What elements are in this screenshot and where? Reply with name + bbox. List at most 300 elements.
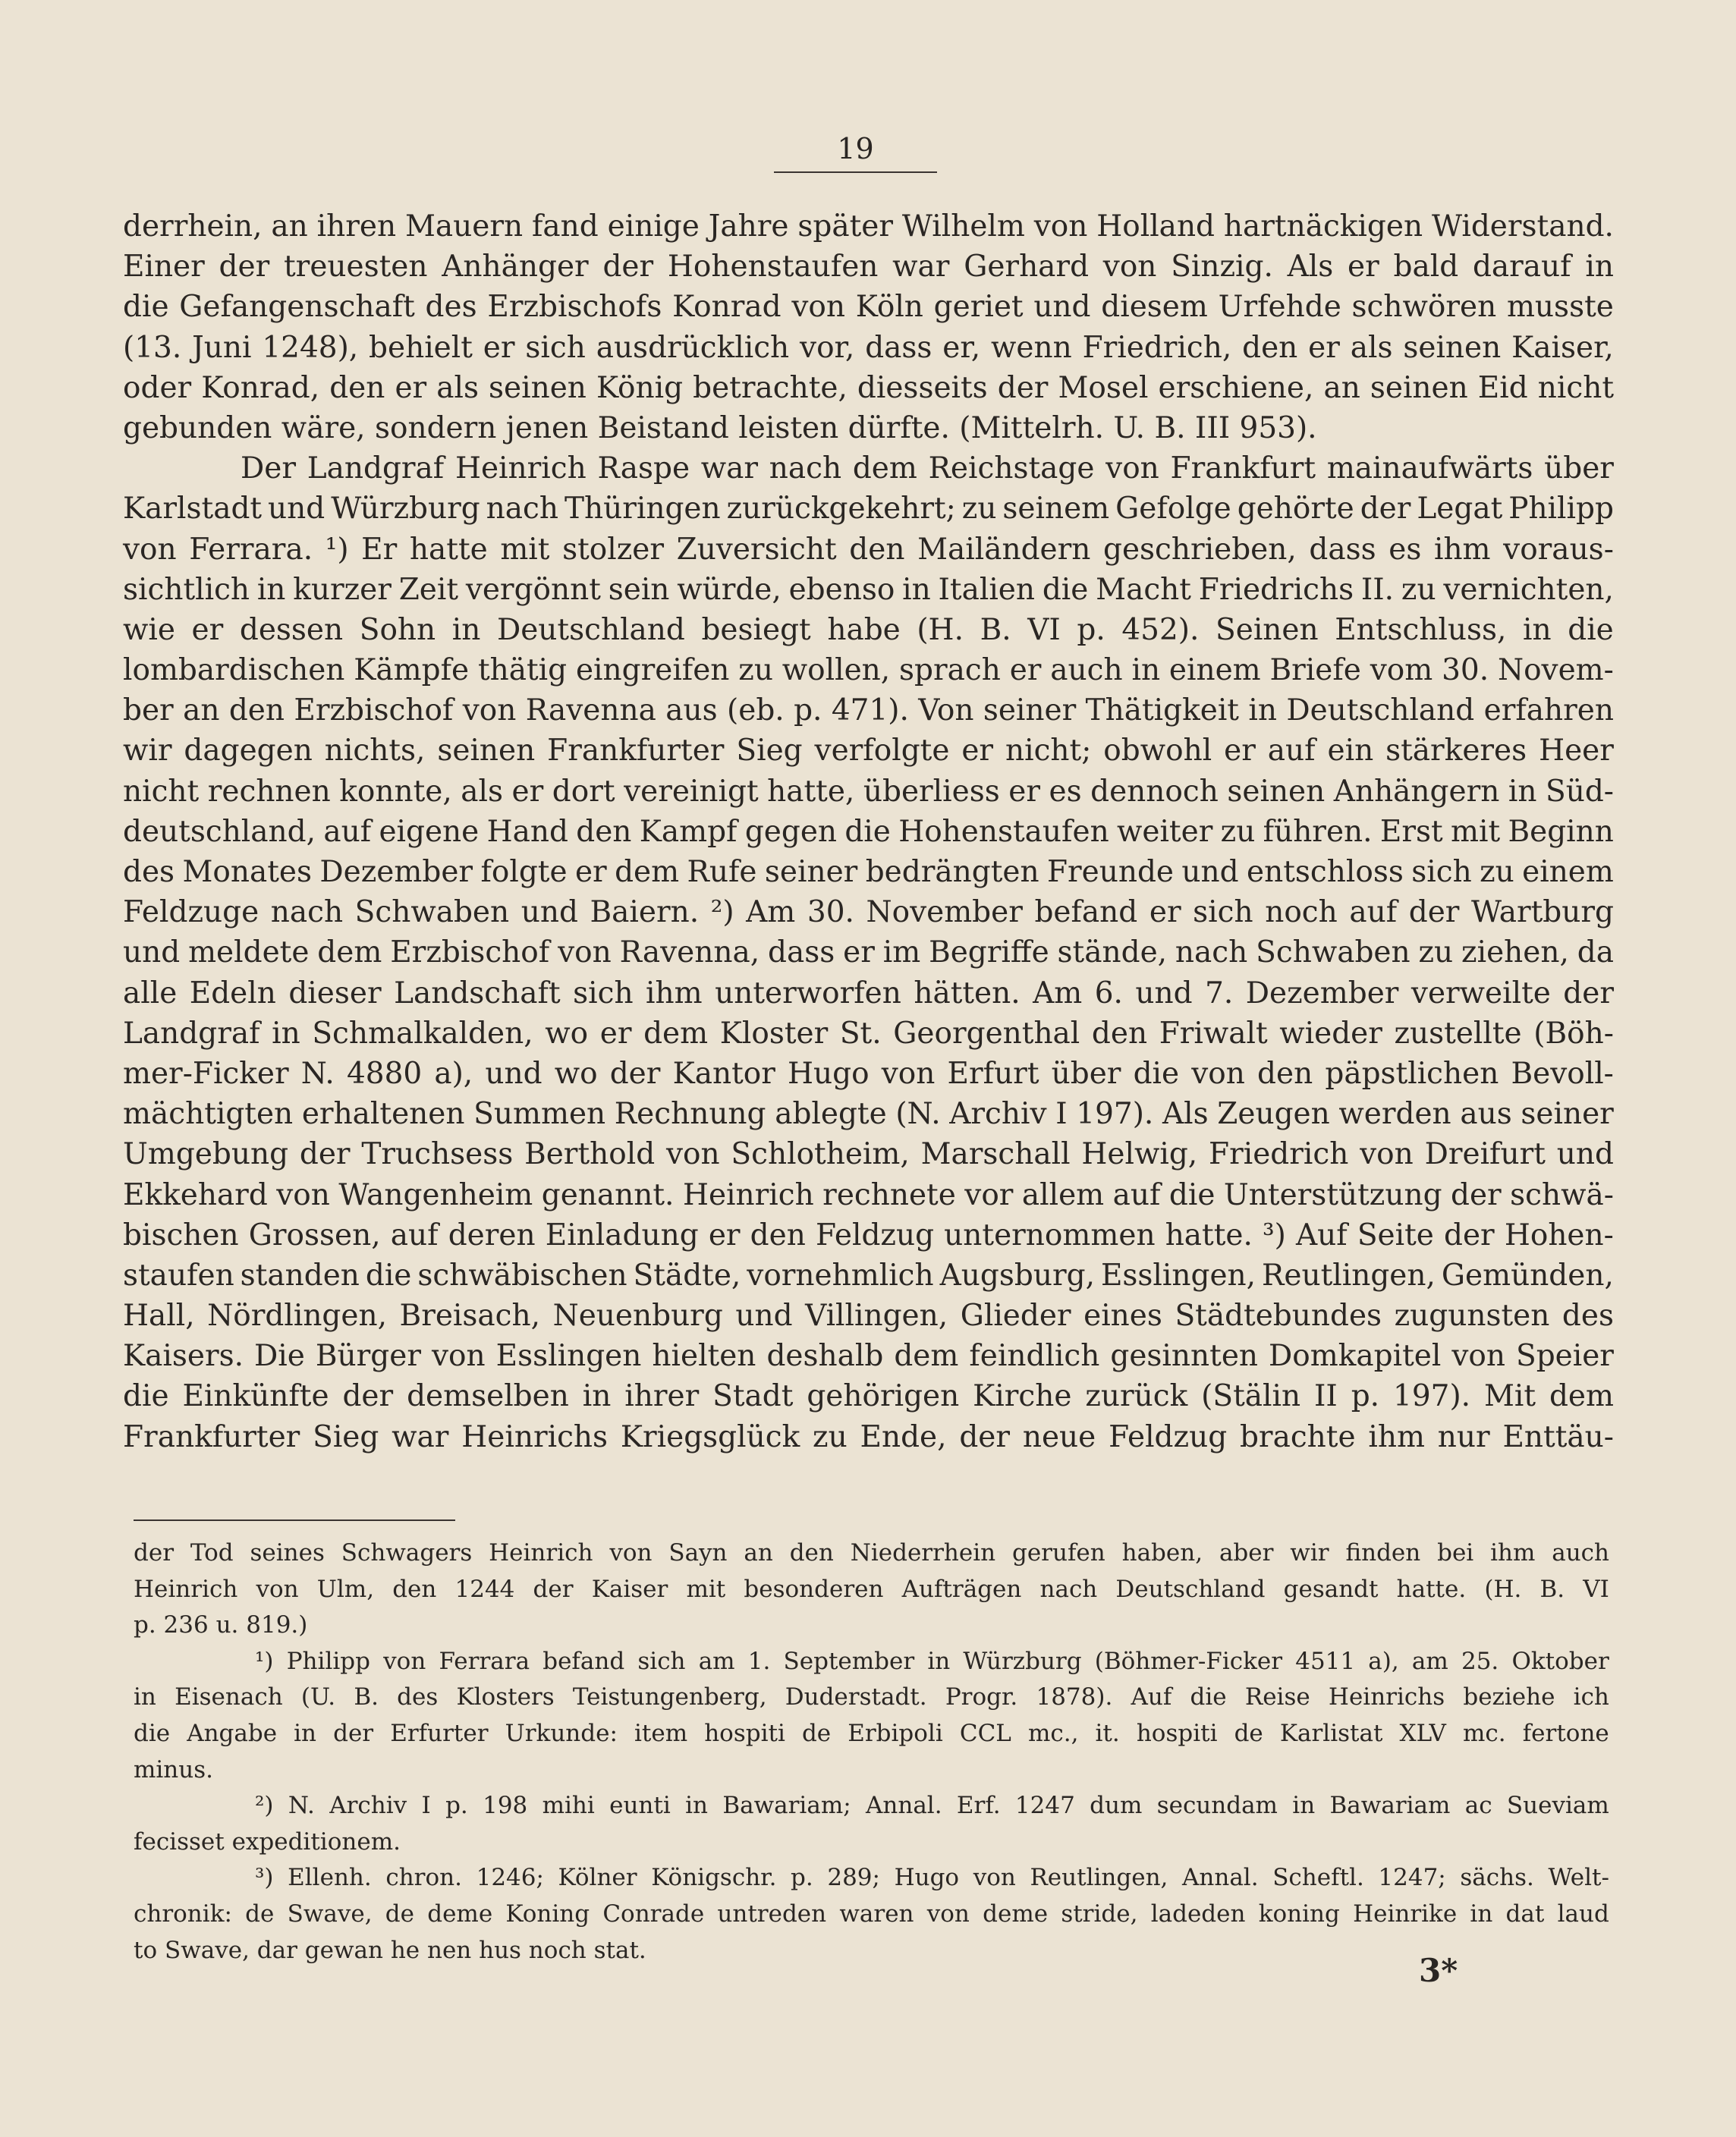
word: 1878). (1036, 1683, 1113, 1711)
word: Jahre (708, 209, 789, 244)
word: ¹) (255, 1647, 274, 1675)
word: Marschall (920, 1137, 1071, 1172)
word: Konrad, (201, 370, 320, 405)
word: überliess (863, 774, 1000, 809)
word: er (1008, 774, 1040, 809)
word: Er (361, 532, 398, 567)
word: stärkeres (1385, 734, 1527, 768)
word: nach (486, 492, 559, 526)
word: p. (445, 1792, 468, 1820)
word: in (272, 1016, 300, 1051)
word: bedrängten (865, 855, 1039, 889)
word: die (134, 1719, 171, 1747)
word: Widerstand. (1431, 209, 1614, 244)
word: an (744, 1539, 773, 1567)
word: verweilte (1410, 976, 1551, 1010)
word: einige (607, 209, 700, 244)
word: er (395, 370, 427, 405)
word: von (926, 1900, 970, 1928)
word: Mauern (404, 209, 524, 244)
word: bischen (123, 1218, 239, 1252)
word: Helwig, (1081, 1137, 1198, 1172)
word: der (1451, 1177, 1502, 1212)
word: seinen (489, 370, 587, 405)
word: vornehmlich (747, 1258, 934, 1293)
word: Einer (123, 250, 205, 284)
word: habe (827, 612, 901, 647)
word: Kirche (973, 1379, 1072, 1414)
word: Rufe (687, 855, 757, 889)
word: seinen (437, 734, 536, 768)
word: zu (1480, 855, 1514, 889)
word: vergönnt (465, 572, 601, 607)
word: Schwaben (1256, 935, 1410, 970)
word: Frankfurter (547, 734, 725, 768)
word: Summen (473, 1097, 606, 1132)
word: Heinrich (134, 1575, 238, 1603)
word: und (1033, 290, 1091, 325)
word: Georgenthal (893, 1016, 1080, 1051)
word: ¹) (325, 532, 349, 567)
word: stolzer (562, 532, 664, 567)
word: Entschluss, (1335, 612, 1507, 647)
word: dem (894, 1339, 959, 1374)
word: wenn (991, 330, 1072, 365)
word: dem (852, 451, 917, 486)
word: 289; (827, 1864, 880, 1892)
word: Teistungenberg, (572, 1683, 767, 1711)
word: Breisach, (399, 1299, 541, 1334)
word: Erfurt (947, 1056, 1039, 1091)
word: musste (1506, 290, 1614, 325)
main-line (123, 1054, 1614, 1094)
word: Hohenstaufen (898, 814, 1109, 849)
word: rechnen (207, 774, 331, 809)
word: ich (1573, 1683, 1609, 1711)
main-line (123, 1376, 1614, 1416)
word: dort (552, 774, 615, 809)
word: beziehe (1463, 1683, 1555, 1711)
footnote-line (134, 1716, 1609, 1752)
word: Villingen, (805, 1299, 948, 1334)
word: mächtigten (123, 1097, 294, 1132)
footnote-line (134, 1897, 1609, 1933)
word: Mailändern (917, 532, 1091, 567)
word: Köln (855, 290, 923, 325)
word: den (329, 370, 385, 405)
word: es (1049, 774, 1082, 809)
word: zugunsten (1394, 1299, 1550, 1334)
page-number: 19 (837, 132, 874, 165)
word: dem (615, 855, 680, 889)
word: den (1242, 330, 1298, 365)
word: sächs. (1460, 1864, 1534, 1892)
word: Koning (505, 1900, 590, 1928)
word: sich (525, 330, 586, 365)
word: Landgraf (123, 1016, 260, 1051)
word: von (256, 1575, 299, 1603)
word: (eb. (727, 693, 785, 728)
word: Raspe (597, 451, 690, 486)
word: eingreifen (575, 653, 730, 688)
word: Ferrara. (189, 532, 313, 567)
word: gerufen (1011, 1539, 1105, 1567)
word: Philipp (1508, 492, 1614, 526)
word: Dreifurt (1424, 1137, 1546, 1172)
word: und (268, 492, 326, 526)
word: führen. (1263, 814, 1373, 849)
word: gehörte (1237, 492, 1354, 526)
word: der (1408, 895, 1460, 930)
word: Progr. (945, 1683, 1018, 1711)
word: er (961, 734, 994, 768)
word: die (123, 290, 169, 325)
word: nicht (123, 774, 200, 809)
word: Landgraf (307, 451, 445, 486)
word: 471). (831, 693, 909, 728)
word: Ravenna, (619, 935, 760, 970)
word: Edeln (189, 976, 276, 1010)
word: würde, (677, 572, 782, 607)
word: ac (1464, 1792, 1492, 1820)
word: Freunde (1046, 855, 1175, 889)
word: Niederrhein (850, 1539, 996, 1567)
word: dat (1505, 1900, 1545, 1928)
word: Kampf (639, 814, 737, 849)
word: dessen (239, 612, 344, 647)
word: Einladung (545, 1218, 699, 1252)
word: der (342, 1379, 394, 1414)
word: mc. (1462, 1719, 1506, 1747)
word: Reichstage (928, 451, 1095, 486)
word: als (436, 370, 479, 405)
word: Truchsess (361, 1137, 514, 1172)
word: Feldzug (815, 1218, 935, 1252)
word: Wangenheim (338, 1177, 533, 1212)
word: stride, (1061, 1900, 1138, 1928)
main-line (123, 852, 1614, 892)
word: Glieder (960, 1299, 1071, 1334)
word: ihm (1490, 1539, 1536, 1567)
word: er (483, 330, 515, 365)
word: Anhängern (1333, 774, 1500, 809)
word: von (1102, 250, 1157, 284)
word: chronik: (134, 1900, 232, 1928)
footnote-line: fecisset expeditionem. (134, 1827, 401, 1856)
word: Thüringen (564, 492, 721, 526)
word: Umgebung (123, 1137, 289, 1172)
word: Königschr. (651, 1864, 777, 1892)
word: befand (542, 1647, 625, 1675)
main-line: gebunden wäre, sondern jenen Beistand leisten dürfte. (Mittelrh. U. B. III 953). (123, 410, 1317, 445)
word: sein (608, 572, 670, 607)
word: ladeden (1150, 1900, 1246, 1928)
word: (Stälin (1201, 1379, 1301, 1414)
word: ihm (1433, 532, 1491, 567)
word: Grossen, (248, 1218, 381, 1252)
word: seinen (1370, 370, 1468, 405)
footnote-line (134, 1860, 1609, 1897)
word: in (1248, 693, 1277, 728)
word: deme (983, 1900, 1049, 1928)
word: sich (1411, 855, 1472, 889)
word: schwören (1351, 290, 1497, 325)
word: Würzburg (331, 492, 480, 526)
word: betrachte, (693, 370, 848, 405)
word: er, (942, 330, 981, 365)
word: XLV (1399, 1719, 1446, 1747)
word: September (783, 1647, 915, 1675)
word: auf (1349, 895, 1398, 930)
word: Speier (1515, 1339, 1614, 1374)
main-line (123, 1417, 1614, 1457)
main-line (123, 1296, 1614, 1336)
main-line (123, 489, 1614, 529)
word: Süd- (1545, 774, 1614, 809)
word: deutschland, (123, 814, 316, 849)
word: ²) (710, 895, 734, 930)
word: in (1508, 774, 1537, 809)
word: nach (1039, 1575, 1098, 1603)
word: Konrad (672, 290, 782, 325)
word: die (1133, 1056, 1180, 1091)
word: Urkunde: (505, 1719, 618, 1747)
word: kurzer (293, 572, 392, 607)
word: mihi (542, 1792, 595, 1820)
word: seinem (1002, 492, 1110, 526)
word: Mit (1483, 1379, 1536, 1414)
word: 4880 (346, 1056, 423, 1091)
word: von (1033, 209, 1088, 244)
word: Einkünfte (182, 1379, 329, 1414)
word: sich (1193, 895, 1253, 930)
word: (Böh- (1533, 1016, 1614, 1051)
word: den (228, 693, 285, 728)
word: laud (1557, 1900, 1609, 1928)
word: Frankfurter (123, 1419, 300, 1454)
word: aber (1219, 1539, 1274, 1567)
main-line (123, 1094, 1614, 1134)
word: Hohen- (1504, 1218, 1614, 1252)
main-line (123, 328, 1614, 368)
word: Monates (182, 855, 313, 889)
word: de (385, 1900, 414, 1928)
word: Wartburg (1471, 895, 1614, 930)
word: Sinzig. (1171, 250, 1273, 284)
word: von (558, 935, 612, 970)
word: (H. (917, 612, 964, 647)
word: voraus- (1503, 532, 1614, 567)
word: staufen (123, 1258, 234, 1293)
word: er (843, 935, 875, 970)
word: Conrade (602, 1900, 705, 1928)
word: von (973, 1864, 1016, 1892)
word: Friedrich (1209, 1137, 1349, 1172)
word: auf (1267, 734, 1316, 768)
word: er (599, 1016, 632, 1051)
word: meldete (188, 935, 310, 970)
word: wollen, (782, 653, 891, 688)
word: Ekkehard (123, 1177, 268, 1212)
word: Kriegsglück (620, 1419, 800, 1454)
word: Karlistat (1279, 1719, 1383, 1747)
word: Anhänger (442, 250, 589, 284)
word: zu (738, 653, 773, 688)
footnotes (134, 1535, 1609, 1969)
word: gegen (744, 814, 838, 849)
word: schwä- (1510, 1177, 1614, 1212)
word: p. (791, 1864, 813, 1892)
word: hatte. (1396, 1575, 1467, 1603)
main-line (123, 570, 1614, 610)
word: von (462, 693, 517, 728)
word: von (432, 1339, 486, 1374)
word: Kämpfe (354, 653, 470, 688)
word: später (797, 209, 893, 244)
main-line (123, 772, 1614, 812)
word: treuesten (284, 250, 428, 284)
word: 25. (1461, 1647, 1499, 1675)
word: Eid (1477, 370, 1528, 405)
main-line (123, 610, 1614, 650)
word: Seite (1357, 1218, 1434, 1252)
word: zurückgekehrt; (726, 492, 956, 526)
word: dem (643, 1016, 709, 1051)
main-line (123, 1336, 1614, 1376)
word: auf (323, 814, 372, 849)
word: Zeugen (1217, 1097, 1330, 1132)
word: König (596, 370, 684, 405)
word: Schlotheim, (731, 1137, 910, 1172)
word: der (333, 1719, 374, 1747)
main-line (123, 1134, 1614, 1174)
word: Städte, (633, 1258, 741, 1293)
word: nur (1437, 1419, 1490, 1454)
word: in (1470, 1900, 1493, 1928)
word: unterworfen (715, 976, 901, 1010)
word: den (1091, 1016, 1148, 1051)
word: von (1105, 451, 1159, 486)
word: Berthold (524, 1137, 656, 1172)
word: von (383, 1647, 426, 1675)
word: Hugo (894, 1864, 960, 1892)
word: Gefolge (1115, 492, 1231, 526)
word: Heinrich (489, 1539, 593, 1567)
word: zu (1418, 935, 1454, 970)
word: (N. (895, 1097, 941, 1132)
word: von (1451, 1339, 1505, 1374)
word: Wilhelm (901, 209, 1025, 244)
word: der (997, 370, 1049, 405)
word: Hugo (788, 1056, 870, 1091)
word: als (1350, 330, 1393, 365)
word: seines (250, 1539, 325, 1567)
word: über (1051, 1056, 1121, 1091)
word: Frankfurt (1170, 451, 1316, 486)
word: chron. (385, 1864, 462, 1892)
word: dum (1090, 1792, 1143, 1820)
word: ebenso (788, 572, 895, 607)
footnote-line: p. 236 u. 819.) (134, 1611, 308, 1639)
word: Macht (1096, 572, 1191, 607)
word: Erst (1379, 814, 1443, 849)
word: CCL (959, 1719, 1011, 1747)
word: ber (123, 693, 174, 728)
word: erfahren (1483, 693, 1614, 728)
main-line (123, 650, 1614, 690)
word: ausdrücklich (596, 330, 790, 365)
word: hospiti (1136, 1719, 1218, 1747)
word: den (392, 1575, 437, 1603)
word: einem (1168, 653, 1261, 688)
word: der (1360, 492, 1411, 526)
word: Holland (1096, 209, 1216, 244)
word: zu (961, 492, 997, 526)
word: von (665, 1137, 720, 1172)
word: Gerhard (964, 250, 1090, 284)
word: Italien (938, 572, 1036, 607)
sheet-signature: 3* (1419, 1952, 1458, 1989)
word: vereinigt (624, 774, 759, 809)
main-text (123, 206, 1614, 1457)
main-line (123, 1215, 1614, 1255)
word: Archiv (329, 1792, 407, 1820)
word: VI (1583, 1575, 1609, 1603)
word: Die (254, 1339, 305, 1374)
word: Heinrich (454, 451, 587, 486)
main-line (123, 973, 1614, 1014)
word: und (1181, 855, 1239, 889)
word: Erf. (956, 1792, 1001, 1820)
word: ihm (1368, 1419, 1425, 1454)
word: seiner (983, 693, 1077, 728)
word: it. (1095, 1719, 1120, 1747)
word: zurück (1085, 1379, 1188, 1414)
footnote-line: to Swave, dar gewan he nen hus noch stat. (134, 1936, 646, 1964)
word: war (892, 250, 950, 284)
word: Erzbischofs (487, 290, 662, 325)
word: Gefangenschaft (179, 290, 415, 325)
word: Als (1287, 250, 1334, 284)
word: der (134, 1539, 175, 1567)
word: rechnete (822, 1177, 956, 1212)
word: darauf (1472, 250, 1571, 284)
word: er (708, 1218, 741, 1252)
word: dem (317, 935, 382, 970)
word: besonderen (744, 1575, 884, 1603)
word: Schmalkalden, (312, 1016, 533, 1051)
word: in (134, 1683, 156, 1711)
word: sich (573, 976, 634, 1010)
word: Duderstadt. (785, 1683, 927, 1711)
word: Schwaben (354, 895, 510, 930)
word: einem (1522, 855, 1614, 889)
word: Kaiser (591, 1575, 668, 1603)
word: sich (637, 1647, 686, 1675)
word: vernichten, (1443, 572, 1614, 607)
word: (U. (300, 1683, 336, 1711)
word: ³) (1263, 1218, 1286, 1252)
footnote-line (134, 1572, 1609, 1608)
word: Esslingen (495, 1339, 642, 1374)
word: sprach (899, 653, 1001, 688)
page-number-rule (774, 171, 937, 173)
word: Kantor (672, 1056, 775, 1091)
word: mainaufwärts (1326, 451, 1533, 486)
word: (H. (1484, 1575, 1522, 1603)
word: zu (1401, 572, 1436, 607)
word: war (700, 451, 759, 486)
